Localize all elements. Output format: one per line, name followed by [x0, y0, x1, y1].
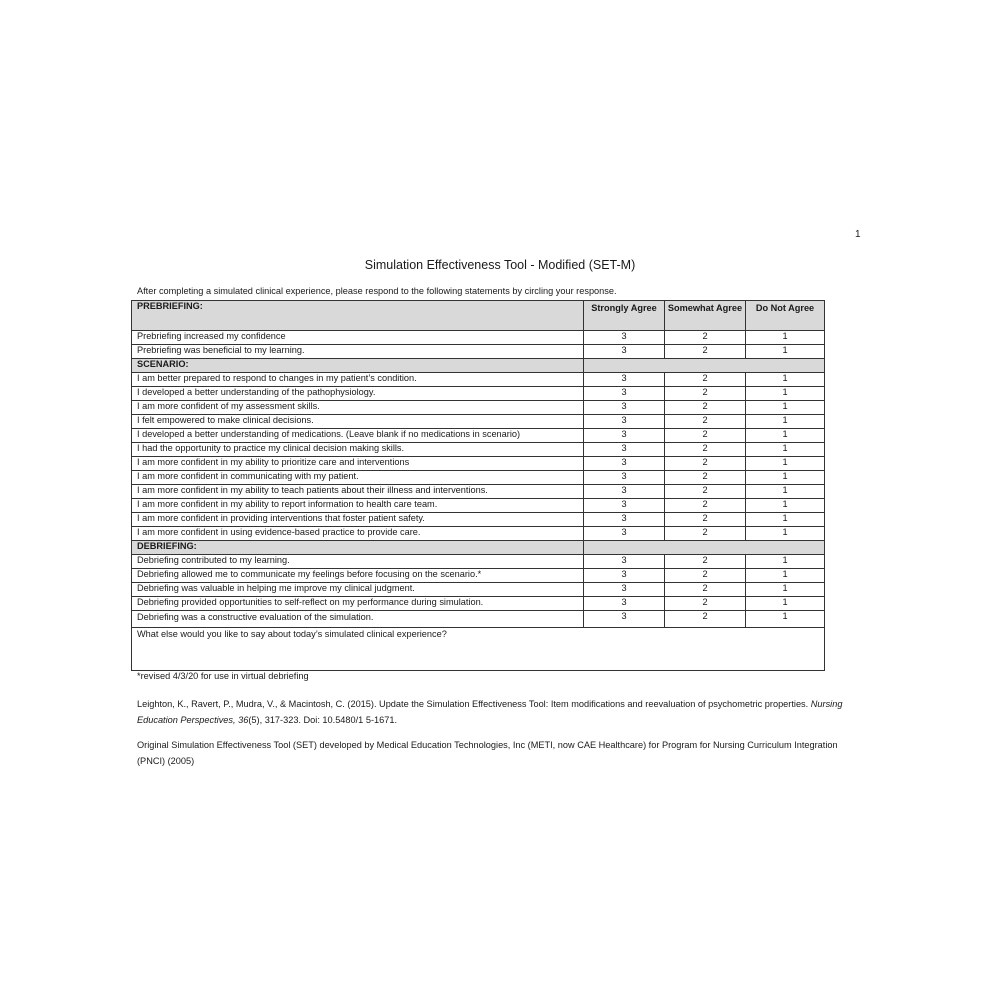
statement-text: Debriefing was a constructive evaluation of the simulation. — [132, 611, 584, 628]
statement-row — [132, 471, 825, 485]
statement-row — [132, 457, 825, 471]
rating-option-2[interactable]: 2 — [665, 345, 746, 359]
instructions: After completing a simulated clinical experience, please respond to the following statements by circling your response. — [137, 286, 617, 296]
section-row — [132, 541, 825, 555]
section-filler — [584, 541, 825, 555]
citation-volume: 36 — [238, 715, 249, 725]
rating-option-1[interactable]: 1 — [746, 583, 825, 597]
statement-text: I developed a better understanding of the pathophysiology. — [132, 387, 584, 401]
rating-option-1[interactable]: 1 — [746, 331, 825, 345]
section-row — [132, 359, 825, 373]
statement-row — [132, 499, 825, 513]
rating-option-2[interactable]: 2 — [665, 513, 746, 527]
rating-option-3[interactable]: 3 — [584, 471, 665, 485]
page-number: 1 — [855, 229, 861, 240]
rating-option-3[interactable]: 3 — [584, 429, 665, 443]
section-heading: DEBRIEFING: — [132, 541, 584, 555]
citation — [137, 696, 857, 728]
statement-text: I developed a better understanding of medications. (Leave blank if no medications in scenario) — [132, 429, 584, 443]
statement-text: Prebriefing was beneficial to my learning. — [132, 345, 584, 359]
rating-option-3[interactable]: 3 — [584, 611, 665, 628]
rating-option-3[interactable]: 3 — [584, 415, 665, 429]
rating-option-2[interactable]: 2 — [665, 401, 746, 415]
rating-option-1[interactable]: 1 — [746, 471, 825, 485]
statement-row — [132, 583, 825, 597]
rating-option-1[interactable]: 1 — [746, 611, 825, 628]
rating-option-2[interactable]: 2 — [665, 611, 746, 628]
rating-option-3[interactable]: 3 — [584, 555, 665, 569]
rating-option-3[interactable]: 3 — [584, 331, 665, 345]
rating-option-1[interactable]: 1 — [746, 527, 825, 541]
statement-text: I am more confident in my ability to report information to health care team. — [132, 499, 584, 513]
rating-option-2[interactable]: 2 — [665, 499, 746, 513]
original-tool-credit: Original Simulation Effectiveness Tool (SET) developed by Medical Education Technologies, Inc (METI, now CAE Healthcare) for Program for Nursing Curriculum Integration (PNCI) (2005) — [137, 740, 838, 766]
column-header-somewhat-agree: Somewhat Agree — [665, 301, 746, 331]
rating-option-3[interactable]: 3 — [584, 527, 665, 541]
rating-option-1[interactable]: 1 — [746, 373, 825, 387]
rating-option-3[interactable]: 3 — [584, 569, 665, 583]
statement-text: I am more confident in using evidence-based practice to provide care. — [132, 527, 584, 541]
rating-option-1[interactable]: 1 — [746, 597, 825, 611]
statement-text: I am more confident in my ability to teach patients about their illness and interventions. — [132, 485, 584, 499]
statement-text: I am more confident in providing interventions that foster patient safety. — [132, 513, 584, 527]
open-question[interactable]: What else would you like to say about today’s simulated clinical experience? — [132, 628, 825, 671]
rating-option-1[interactable]: 1 — [746, 457, 825, 471]
rating-option-1[interactable]: 1 — [746, 429, 825, 443]
section-row — [132, 301, 825, 331]
rating-option-2[interactable]: 2 — [665, 555, 746, 569]
rating-option-2[interactable]: 2 — [665, 485, 746, 499]
statement-row — [132, 401, 825, 415]
statement-row — [132, 485, 825, 499]
statement-text: I am more confident in my ability to prioritize care and interventions — [132, 457, 584, 471]
rating-option-3[interactable]: 3 — [584, 485, 665, 499]
statement-text: I am better prepared to respond to changes in my patient’s condition. — [132, 373, 584, 387]
section-heading: PREBRIEFING: — [132, 301, 584, 331]
rating-option-1[interactable]: 1 — [746, 387, 825, 401]
statement-row — [132, 513, 825, 527]
column-header-strongly-agree: Strongly Agree — [584, 301, 665, 331]
statement-row — [132, 611, 825, 628]
statement-row — [132, 331, 825, 345]
statement-text: Debriefing provided opportunities to self-reflect on my performance during simulation. — [132, 597, 584, 611]
citation-authors: Leighton, K., Ravert, P., Mudra, V., & Macintosh, C. (2015). Update the Simulation Effectiveness Tool: Item modifications and reevaluation of psychometric properties. — [137, 699, 809, 709]
open-question-row — [132, 628, 825, 671]
survey-table — [131, 300, 825, 671]
rating-option-3[interactable]: 3 — [584, 499, 665, 513]
rating-option-1[interactable]: 1 — [746, 555, 825, 569]
statement-text: Debriefing allowed me to communicate my feelings before focusing on the scenario.* — [132, 569, 584, 583]
rating-option-2[interactable]: 2 — [665, 415, 746, 429]
statement-row — [132, 443, 825, 457]
citation-journal: Nursing Education Perspectives, — [137, 699, 843, 725]
statement-row — [132, 387, 825, 401]
statement-row — [132, 527, 825, 541]
rating-option-1[interactable]: 1 — [746, 569, 825, 583]
citation-rest: (5), 317-323. Doi: 10.5480/1 5-1671. — [248, 715, 398, 725]
rating-option-3[interactable]: 3 — [584, 597, 665, 611]
section-filler — [584, 359, 825, 373]
statement-text: I am more confident in communicating with my patient. — [132, 471, 584, 485]
statement-row — [132, 569, 825, 583]
rating-option-2[interactable]: 2 — [665, 597, 746, 611]
statement-row — [132, 597, 825, 611]
rating-option-2[interactable]: 2 — [665, 331, 746, 345]
rating-option-3[interactable]: 3 — [584, 513, 665, 527]
statement-text: Debriefing contributed to my learning. — [132, 555, 584, 569]
section-heading: SCENARIO: — [132, 359, 584, 373]
rating-option-2[interactable]: 2 — [665, 471, 746, 485]
rating-option-1[interactable]: 1 — [746, 401, 825, 415]
statement-row — [132, 429, 825, 443]
rating-option-3[interactable]: 3 — [584, 443, 665, 457]
rating-option-3[interactable]: 3 — [584, 387, 665, 401]
rating-option-1[interactable]: 1 — [746, 443, 825, 457]
rating-option-2[interactable]: 2 — [665, 387, 746, 401]
rating-option-2[interactable]: 2 — [665, 373, 746, 387]
rating-option-2[interactable]: 2 — [665, 443, 746, 457]
document-title: Simulation Effectiveness Tool - Modified (SET-M) — [364, 258, 636, 272]
rating-option-1[interactable]: 1 — [746, 415, 825, 429]
rating-option-2[interactable]: 2 — [665, 429, 746, 443]
rating-option-2[interactable]: 2 — [665, 527, 746, 541]
statement-text: Prebriefing increased my confidence — [132, 331, 584, 345]
rating-option-2[interactable]: 2 — [665, 569, 746, 583]
statement-row — [132, 555, 825, 569]
statement-text: Debriefing was valuable in helping me improve my clinical judgment. — [132, 583, 584, 597]
rating-option-1[interactable]: 1 — [746, 485, 825, 499]
rating-option-3[interactable]: 3 — [584, 583, 665, 597]
rating-option-3[interactable]: 3 — [584, 457, 665, 471]
revision-footnote: *revised 4/3/20 for use in virtual debriefing — [137, 671, 309, 681]
rating-option-2[interactable]: 2 — [665, 583, 746, 597]
rating-option-3[interactable]: 3 — [584, 373, 665, 387]
column-header-do-not-agree: Do Not Agree — [746, 301, 825, 331]
statement-row — [132, 415, 825, 429]
rating-option-3[interactable]: 3 — [584, 401, 665, 415]
statement-row — [132, 345, 825, 359]
rating-option-3[interactable]: 3 — [584, 345, 665, 359]
rating-option-1[interactable]: 1 — [746, 345, 825, 359]
rating-option-1[interactable]: 1 — [746, 499, 825, 513]
rating-option-2[interactable]: 2 — [665, 457, 746, 471]
rating-option-1[interactable]: 1 — [746, 513, 825, 527]
statement-text: I am more confident of my assessment skills. — [132, 401, 584, 415]
statement-row — [132, 373, 825, 387]
statement-text: I had the opportunity to practice my clinical decision making skills. — [132, 443, 584, 457]
statement-text: I felt empowered to make clinical decisions. — [132, 415, 584, 429]
